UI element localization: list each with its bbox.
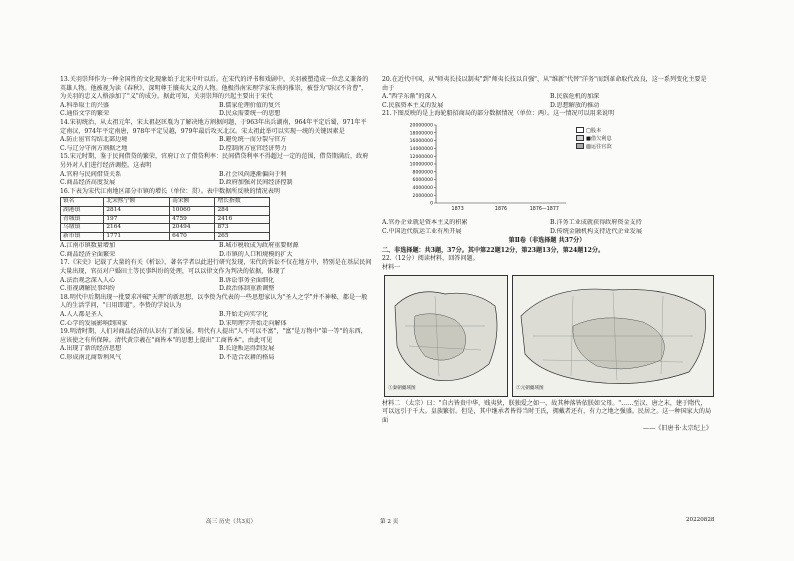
option-b[interactable]: B.社会风尚逐渐偏向于利 xyxy=(219,170,287,178)
option-b[interactable]: B.洋务工业成就获得政府资金支持 xyxy=(550,218,642,226)
table-row xyxy=(61,215,270,224)
question-stem: 17.《宋史》记载了大量的有关《析讼》，著名学者以此进行研究发现，宋代的诉讼不仅在地方中，特别是在基层民间大量出现，官员对户婚田土等民事纠纷的处理，可以以律文作为判决的依据，体现了 xyxy=(60,259,372,276)
table-cell: 10060 xyxy=(170,206,215,215)
option-a[interactable]: A."西学东渐"的深入 xyxy=(382,93,437,101)
legend-item xyxy=(576,143,612,151)
option-d[interactable]: D.思想解放的推动 xyxy=(550,101,600,109)
option-b[interactable]: B.儒家伦理价值的复兴 xyxy=(219,101,281,109)
map-qin-drawing xyxy=(385,276,507,396)
option-b[interactable]: B.民族危机的加深 xyxy=(550,93,600,101)
part-instructions: 二、非选择题：共3题，37分。其中第22题12分，第23题13分，第24题12分。 xyxy=(382,246,605,254)
option-c[interactable]: C.通俗文学的繁荣 xyxy=(60,110,110,118)
question-stem: 18.明代中后期出现一批要求冲破"天理"的新思想，以李贽为代表的一些思想家认为"圣人之学"并不神秘，都是一般人的生活学问，"日用即道"。李贽的学说认为 xyxy=(60,293,368,310)
y-tick-label: 20000000 xyxy=(409,123,433,129)
y-tick-label: 16000000 xyxy=(409,139,433,145)
table-row xyxy=(61,232,270,241)
table-cell: 湖港镇 xyxy=(61,206,104,215)
legend-swatch-2 xyxy=(576,143,584,149)
chart-legend xyxy=(576,127,612,151)
table-row xyxy=(61,206,270,215)
legend-label: □股本 xyxy=(586,127,602,134)
table-header-row xyxy=(61,198,270,207)
table-cell: 873 xyxy=(215,224,270,233)
table-cell: 2416 xyxy=(215,215,270,224)
table-cell: 1771 xyxy=(104,232,170,241)
y-tick-label: 2000000 xyxy=(412,193,433,199)
table-cell: 4759 xyxy=(170,215,215,224)
option-a[interactable]: A.出现了新的经济思想 xyxy=(60,345,122,353)
option-a[interactable]: A.江南市镇数量增加 xyxy=(60,242,116,250)
question-21 xyxy=(382,110,712,236)
table-cell: 2164 xyxy=(104,224,170,233)
option-c[interactable]: C.商品经济全面繁荣 xyxy=(60,250,116,258)
question-20 xyxy=(382,76,712,110)
merchants-chart xyxy=(390,121,650,217)
question-stem: 21.下图反映的是上海轮船招商局的部分数据情况（单位：两）。这一情况可以用来说明 xyxy=(382,110,615,118)
table-header: 北宋熙宁额 xyxy=(104,198,170,207)
question-22 xyxy=(382,255,712,434)
material-2: 材料二 （太宗）曰："自古皆贵中华，贱夷狄，朕独爱之如一，故其种落皆依朕如父母。"……至汉、唐之末，建于隋代，可以远引于千大。皇族繁衍。但是，其中继承者皆得当时王氏，拥戴者还有，有力之地之强盛。民居之。这一种国家大的局面 xyxy=(382,399,712,424)
question-stem: 15.宋元时期，鉴于民间借贷的繁荣，官府订立了借贷利率：民间借贷利率不得超过一定的范围，借贷期满后，政府另外对人们进行经济调控。这表明 xyxy=(60,153,369,169)
option-d[interactable]: D.政治体制重新调整 xyxy=(219,285,275,293)
option-d[interactable]: D.传统金融机构支持近代企业发展 xyxy=(550,227,642,235)
question-stem: 20.在近代中国，从"师夷长技以制夷"到"师夷长技以自强"，从"维新"代替"洋务"而到革命取代改良，这一系列变化主要是由于 xyxy=(382,76,707,92)
legend-item xyxy=(576,135,612,143)
question-stem: 22.（12分）阅读材料，回答问题。 xyxy=(382,255,479,263)
question-17 xyxy=(60,259,372,293)
option-a[interactable]: A.人人都是圣人 xyxy=(60,311,103,319)
map-caption: ①秦朝疆域图 xyxy=(388,385,416,391)
market-town-table xyxy=(60,197,270,241)
legend-swatch-1 xyxy=(576,135,584,141)
option-c[interactable]: C.商品经济高度发展 xyxy=(60,179,116,187)
material-1-label: 材料一 xyxy=(382,263,401,271)
x-tick-label: 1876—1877 xyxy=(529,206,559,212)
map-yuan-drawing xyxy=(513,276,713,396)
table-header: 南宋额 xyxy=(170,198,215,207)
option-d[interactable]: D.宋明理学开始走向解体 xyxy=(219,319,287,327)
section-title: 第Ⅱ卷（非选择题 共37分） xyxy=(508,237,586,245)
y-tick-label: 10000000 xyxy=(409,162,433,168)
question-16 xyxy=(60,188,372,260)
table-cell: 265 xyxy=(215,232,270,241)
option-a[interactable]: A.科举取士的兴盛 xyxy=(60,101,109,109)
option-d[interactable]: D.不适合农耕的格局 xyxy=(219,354,275,361)
question-18 xyxy=(60,294,372,328)
option-b[interactable]: B.城市税收成为政府重要财源 xyxy=(219,242,299,250)
option-a[interactable]: A.防止宦官勾结北部边境 xyxy=(60,136,128,144)
y-tick-label: 14000000 xyxy=(409,146,433,152)
table-cell: 2814 xyxy=(104,206,170,215)
table-cell: 乌墩镇 xyxy=(61,224,104,233)
question-15 xyxy=(60,153,372,187)
option-b[interactable]: B.长途贩运得到发展 xyxy=(219,345,275,353)
option-c[interactable]: C.中国近代航运工业有所开展 xyxy=(382,227,462,235)
y-tick-label: 18000000 xyxy=(409,131,433,137)
table-cell: 197 xyxy=(104,215,170,224)
map-figures xyxy=(382,275,712,400)
x-tick-label: 1876 xyxy=(494,206,508,212)
y-tick-label: 12000000 xyxy=(409,154,433,160)
option-b[interactable]: B.避免统一而分裂与官方 xyxy=(219,136,287,144)
y-tick-label: 8000000 xyxy=(412,170,433,176)
option-b[interactable]: B.开始走向实学化 xyxy=(219,311,269,319)
option-d[interactable]: D.政府加强对民间经济控制 xyxy=(219,179,293,187)
option-d[interactable]: D.市镇的人口和规模的扩大 xyxy=(219,250,293,258)
table-cell: 20494 xyxy=(170,224,215,233)
legend-label: ■借欠利息 xyxy=(586,135,612,142)
x-tick-label: 1873 xyxy=(451,206,464,212)
footer-page-number: 第 2 页 xyxy=(380,519,399,525)
option-d[interactable]: D.民众需要统一的思想 xyxy=(219,110,281,118)
table-cell: 青城镇 xyxy=(61,215,104,224)
question-stem: 14.宋初统治，从太祖元年，宋太祖赵匡胤为了解决地方割据问题，于963年出兵湖南，964年平定后蜀，971年平定南汉，974年平定南唐，978年平定吴越，979年最后攻灭北汉。宋太祖此举可以实现一统的关键因素是 xyxy=(60,118,367,135)
question-13 xyxy=(60,76,372,119)
map-caption: ②元朝疆域图 xyxy=(516,385,544,391)
option-a[interactable]: A.官府与民间借贷关系 xyxy=(60,170,122,178)
option-a[interactable]: A.法治观念深入人心 xyxy=(60,276,116,284)
question-stem: 19.明清时期，人们对商品经济的认识有了新发展。明代有人提出"人不可以不富"，"富"是万物中"第一等"的东西，应该使之有所保障。清代黄宗羲在"商皆本"的思想上提出"工商皆本"。由此可见 xyxy=(60,328,367,344)
y-tick-label: 4000000 xyxy=(412,185,433,191)
option-c[interactable]: C.与辽分守南方割据之地 xyxy=(60,144,128,152)
question-14 xyxy=(60,119,372,153)
option-c[interactable]: C.重视调解民事纠纷 xyxy=(60,285,116,293)
table-row xyxy=(61,224,270,233)
footer-subject: 高三 历史（共3页） xyxy=(206,519,257,525)
option-d[interactable]: D.控制南方宦官经济势力 xyxy=(219,144,287,152)
y-tick-label: 0 xyxy=(430,201,433,207)
question-stem: 13.关羽崇拜作为一种全国性的文化现象始于北宋中叶以后。在宋代的评书和戏剧中，关羽被塑造成一位忠义兼备的英雄人物。他被视为读《春秋》、深明尊王攘夷大义的人物。他极得南宋理学家朱熹的推崇，被誉为"辟汉不肯曹"，为关羽的忠义人格添加了"义"的成分。据此可知，关羽崇拜的兴起主要出于宋代 xyxy=(60,76,369,101)
left-column xyxy=(60,76,372,363)
table-cell: 新市镇 xyxy=(61,232,104,241)
option-c[interactable]: C.民族资本主义的发展 xyxy=(382,101,444,109)
table-cell: 6470 xyxy=(170,232,215,241)
map-yuan xyxy=(512,275,714,397)
question-stem: 16.下表为宋代江南地区部分市镇的增长（单位：贯）。表中数据所反映的情况表明 xyxy=(60,187,280,195)
question-19 xyxy=(60,328,372,362)
legend-item xyxy=(576,127,612,135)
option-c[interactable]: C.心学的发展影响到国家 xyxy=(60,319,128,327)
legend-swatch-0 xyxy=(576,127,584,133)
table-header: 增长指数 xyxy=(215,198,270,207)
right-column xyxy=(382,76,712,434)
legend-label: ▨运往官款 xyxy=(586,143,612,150)
y-tick-label: 6000000 xyxy=(412,178,433,184)
option-a[interactable]: A.官办企业就是资本主义的积累 xyxy=(382,218,468,226)
option-b[interactable]: B.诉讼事务全面细化 xyxy=(219,276,275,284)
table-header: 镇名 xyxy=(61,198,104,207)
table-cell: 284 xyxy=(215,206,270,215)
map-qin xyxy=(384,275,508,397)
material-source: ——《旧唐书·太宗纪上》 xyxy=(643,425,712,433)
option-c[interactable]: C.形成南北商帮利风气 xyxy=(60,354,122,361)
footer-code: 20220828 xyxy=(686,517,715,523)
